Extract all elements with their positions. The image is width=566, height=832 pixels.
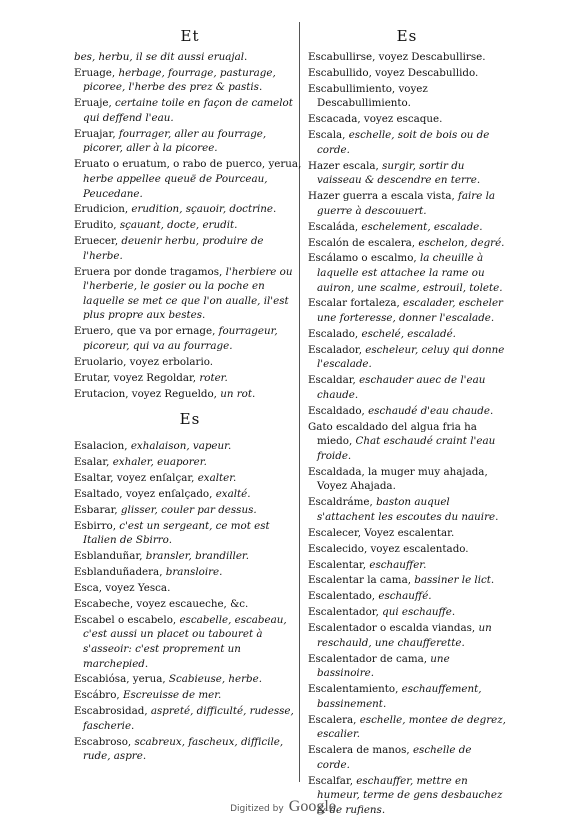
entry-headword: Escabroso,	[74, 735, 132, 748]
entry-definition: aspreté, difficulté, rudesse, fascherie.	[83, 705, 294, 732]
entry-definition: surgir, sortir du vaisseau & descendre en terre.	[317, 159, 481, 187]
entry-headword: Esca, voyez Yesca.	[74, 581, 171, 594]
entry-headword: Escabullirse, voyez Descabullirse.	[308, 51, 486, 63]
entry-definition: baston auquel s'attachent les escoutes du nauire.	[317, 496, 499, 523]
dictionary-entry	[74, 688, 306, 703]
entry-headword: Escabrosidad,	[74, 705, 148, 718]
dictionary-entry	[308, 220, 506, 235]
dictionary-entry	[74, 234, 306, 263]
dictionary-entry	[308, 112, 506, 127]
entry-definition: eschauffer, mettre en humeur, terme de gens desbauchez & de rufiens.	[317, 774, 503, 816]
dictionary-entry	[308, 420, 506, 464]
entry-headword: Eruajar,	[74, 127, 116, 140]
dictionary-entry	[74, 672, 306, 687]
entry-definition: Escreuisse de mer.	[119, 689, 222, 702]
entry-headword: Escalentado,	[308, 590, 376, 603]
entry-headword: Escabiósa, yerua,	[74, 673, 166, 686]
running-head-right: Es	[396, 27, 418, 45]
entry-definition: escabelle, escabeau, c'est aussi un placet ou tabouret à s'asseoir: c'est proprement un marchepied.	[83, 613, 287, 670]
entry-definition: escalader, escheler une forteresse, donner l'escalade.	[317, 297, 503, 325]
dictionary-entry	[74, 157, 306, 201]
dictionary-entry	[74, 503, 306, 518]
right-column	[308, 28, 506, 819]
dictionary-entry	[74, 613, 306, 671]
right-entries	[308, 50, 506, 817]
entry-headword: Erudicion,	[74, 203, 129, 216]
dictionary-entry	[308, 589, 506, 604]
dictionary-entry	[74, 96, 306, 125]
entry-definition: herbage, fourrage, pasturage, picoree, l'herbe des prez & pastis.	[83, 66, 276, 94]
dictionary-entry	[74, 355, 306, 370]
dictionary-entry	[74, 519, 306, 548]
entry-definition: erudition, sçauoir, doctrine.	[128, 203, 277, 216]
entry-definition: eschelle, soit de bois ou de corde.	[317, 129, 490, 156]
section-heading: Es	[179, 410, 201, 429]
dictionary-entry	[74, 371, 306, 386]
dictionary-entry	[308, 558, 506, 573]
entry-headword: Eruero, que va por ernage,	[74, 325, 216, 338]
entry-headword: Esalacion,	[74, 440, 128, 453]
dictionary-entry	[308, 652, 506, 681]
entry-headword: Escabullido, voyez Descabullido.	[308, 66, 479, 79]
entry-headword: Escaláda,	[308, 220, 359, 233]
entry-headword: Esbirro,	[74, 519, 117, 532]
entry-headword: Eruage,	[74, 66, 116, 79]
entry-definition: eschauffer.	[366, 558, 427, 571]
dictionary-entry	[74, 565, 306, 580]
entry-headword: Escalado,	[308, 327, 359, 340]
entry-definition: eschelle, montee de degrez, escalier.	[317, 713, 506, 741]
entry-headword: Escalera,	[308, 713, 357, 726]
dictionary-entry	[308, 465, 506, 494]
entry-headword: Escabeche, voyez escaueche, &c.	[74, 597, 249, 610]
entry-definition: exhalaison, vapeur.	[127, 440, 232, 453]
entry-headword: Escaldráme,	[308, 496, 373, 509]
left-entries-top	[74, 50, 306, 401]
entry-definition: eschelle de corde.	[317, 744, 472, 771]
entry-headword: Eruera por donde tragamos,	[74, 265, 223, 278]
dictionary-entry	[308, 236, 506, 251]
entry-headword: Escalentar la cama,	[308, 574, 411, 587]
dictionary-entry	[308, 343, 506, 372]
dictionary-entry	[74, 487, 306, 502]
entry-definition: une bassinoire.	[317, 652, 450, 680]
entry-definition: fourrageur, picoreur, qui va au fourrage.	[83, 325, 278, 352]
entry-headword: Hazer escala,	[308, 159, 379, 172]
dictionary-entry	[308, 82, 506, 111]
dictionary-entry	[308, 189, 506, 218]
entry-definition: la cheuille à laquelle est attachee la rame ou auiron, une scalme, estrouil, tolete.	[317, 252, 503, 294]
entry-definition: Scabieuse, herbe.	[165, 673, 263, 686]
dictionary-entry	[74, 471, 306, 486]
entry-headword: Escaldado,	[308, 404, 365, 417]
entry-headword: Esblanduñar,	[74, 550, 143, 563]
dictionary-entry	[308, 621, 506, 650]
entry-headword: Escalador,	[308, 343, 362, 356]
entry-definition: herbe appellee queuë de Pourceau, Peucedane.	[83, 172, 268, 200]
entry-headword: Escabullimiento, voyez Descabullimiento.	[308, 82, 428, 110]
dictionary-entry	[74, 127, 306, 156]
entry-definition: sçauant, docte, erudit.	[116, 219, 238, 232]
entry-definition: scabreux, fascheux, difficile, rude, aspre.	[83, 735, 284, 763]
entry-definition: eschaudé d'eau chaude.	[364, 404, 494, 417]
dictionary-entry	[74, 218, 306, 233]
entry-definition: eschelé, escaladé.	[358, 327, 456, 340]
dictionary-entry	[308, 159, 506, 188]
dictionary-entry	[74, 202, 306, 217]
left-column	[74, 28, 306, 765]
dictionary-entry	[308, 296, 506, 325]
entry-headword: Escalón de escalera,	[308, 236, 416, 249]
dictionary-entry	[308, 251, 506, 295]
entry-headword: Erutar, voyez Regoldar,	[74, 371, 197, 384]
dictionary-entry	[308, 128, 506, 157]
entry-definition: escheleur, celuy qui donne l'escalade.	[317, 343, 505, 371]
dictionary-entry	[308, 526, 506, 541]
entry-headword: Escala,	[308, 129, 346, 142]
entry-headword: Esalar,	[74, 456, 110, 469]
entry-definition: eschelon, degré.	[415, 236, 505, 249]
digitized-label: Digitized by	[230, 804, 284, 814]
entry-headword: Eruolario, voyez erbolario.	[74, 355, 214, 368]
entry-headword: Escábro,	[74, 689, 120, 702]
entry-definition: Chat eschaudé craint l'eau froide.	[317, 435, 496, 462]
dictionary-entry	[308, 573, 506, 588]
entry-definition: glisser, couler par dessus.	[117, 503, 257, 516]
left-entries-bottom	[74, 439, 306, 764]
dictionary-entry	[74, 387, 306, 402]
entry-definition: l'herbiere ou l'herberie, le gosier ou la poche en laquelle se met ce que l'on aualle, il'est plus propre aux bestes.	[83, 265, 293, 322]
entry-headword: Escálamo o escalmo,	[308, 252, 417, 265]
entry-headword: Hazer guerra a escala vista,	[308, 190, 455, 203]
entry-headword: Escalentamiento,	[308, 683, 399, 696]
dictionary-entry	[308, 743, 506, 772]
dictionary-entry	[74, 735, 306, 764]
entry-definition: faire la guerre à descouuert.	[317, 190, 496, 217]
dictionary-entry	[74, 66, 306, 95]
dictionary-entry	[308, 542, 506, 557]
entry-definition: certaine toile en façon de camelot qui deffend l'eau.	[83, 97, 293, 124]
entry-headword: Escalar fortaleza,	[308, 297, 400, 310]
dictionary-entry	[308, 713, 506, 742]
entry-headword: Escabel o escabelo,	[74, 613, 177, 626]
entry-headword: Escaldada, la muger muy ahajada, Voyez Ahajada.	[308, 465, 488, 493]
entry-headword: Escalera de manos,	[308, 744, 410, 757]
entry-definition: un reschauld, une chaufferette.	[317, 622, 492, 649]
entry-headword: Esaltar, voyez enſalçar,	[74, 472, 195, 484]
dictionary-entry	[74, 439, 306, 454]
footer	[0, 796, 566, 816]
entry-definition: bes, herbu, il se dit aussi eruajal.	[74, 51, 248, 63]
entry-headword: Esbarar,	[74, 503, 118, 516]
dictionary-entry	[308, 373, 506, 402]
entry-definition: bransler, brandiller.	[142, 550, 249, 563]
entry-headword: Escacada, voyez escaque.	[308, 113, 443, 126]
entry-definition: exhaler, euaporer.	[109, 456, 207, 469]
dictionary-entry	[308, 682, 506, 711]
entry-headword: Gato escaldado del algua fria ha miedo,	[308, 420, 477, 448]
entry-definition: roter.	[196, 371, 228, 384]
entry-definition: eschauffé.	[375, 590, 432, 603]
entry-headword: Eruaje,	[74, 97, 112, 110]
entry-headword: Eruato o eruatum, o rabo de puerco, yerua,	[74, 158, 302, 171]
dictionary-entry	[308, 495, 506, 524]
dictionary-entry	[308, 404, 506, 419]
entry-headword: Esaltado, voyez enſalçado,	[74, 487, 213, 500]
entry-definition: fourrager, aller au fourrage, picorer, aller à la picoree.	[83, 127, 267, 155]
dictionary-entry	[74, 265, 306, 323]
dictionary-entry	[308, 66, 506, 81]
dictionary-entry	[74, 704, 306, 733]
entry-headword: Escalentador,	[308, 606, 379, 619]
entry-headword: Escalentador de cama,	[308, 652, 428, 665]
dictionary-entry	[74, 581, 306, 596]
entry-headword: Erutacion, voyez Regueldo,	[74, 387, 217, 400]
entry-headword: Escalentar,	[308, 558, 367, 571]
running-head-left: Et	[180, 27, 200, 45]
entry-headword: Escalfar,	[308, 774, 354, 787]
entry-definition: deuenir herbu, produire de l'herbe.	[83, 235, 264, 262]
dictionary-entry	[308, 50, 506, 65]
entry-definition: exalter.	[194, 472, 237, 484]
dictionary-entry	[308, 605, 506, 620]
dictionary-entry	[74, 324, 306, 353]
dictionary-entry	[74, 50, 306, 65]
entry-headword: Escaldar,	[308, 374, 356, 387]
entry-definition: bransloire.	[162, 566, 223, 579]
entry-headword: Eruecer,	[74, 235, 119, 248]
dictionary-entry	[74, 455, 306, 470]
entry-definition: eschauffement, bassinement.	[317, 683, 482, 710]
dictionary-entry	[74, 549, 306, 564]
entry-definition: bassiner le lict.	[410, 574, 495, 587]
dictionary-entry	[74, 597, 306, 612]
entry-definition: c'est un sergeant, ce mot est Italien de Sbirro.	[83, 519, 270, 547]
entry-definition: exalté.	[212, 487, 251, 500]
entry-definition: eschelement, escalade.	[358, 220, 483, 233]
entry-headword: Escalecer, Voyez escalentar.	[308, 526, 455, 539]
entry-headword: Escalentador o escalda viandas,	[308, 622, 476, 635]
google-logo: Google	[288, 798, 336, 815]
entry-definition: un rot.	[216, 387, 256, 400]
entry-headword: Erudito,	[74, 219, 117, 232]
entry-definition: qui eschauffe.	[378, 606, 456, 619]
entry-headword: Esblanduñadera,	[74, 566, 163, 579]
dictionary-entry	[308, 327, 506, 342]
entry-definition: eschauder auec de l'eau chaude.	[317, 374, 486, 401]
entry-headword: Escalecido, voyez escalentado.	[308, 542, 469, 555]
